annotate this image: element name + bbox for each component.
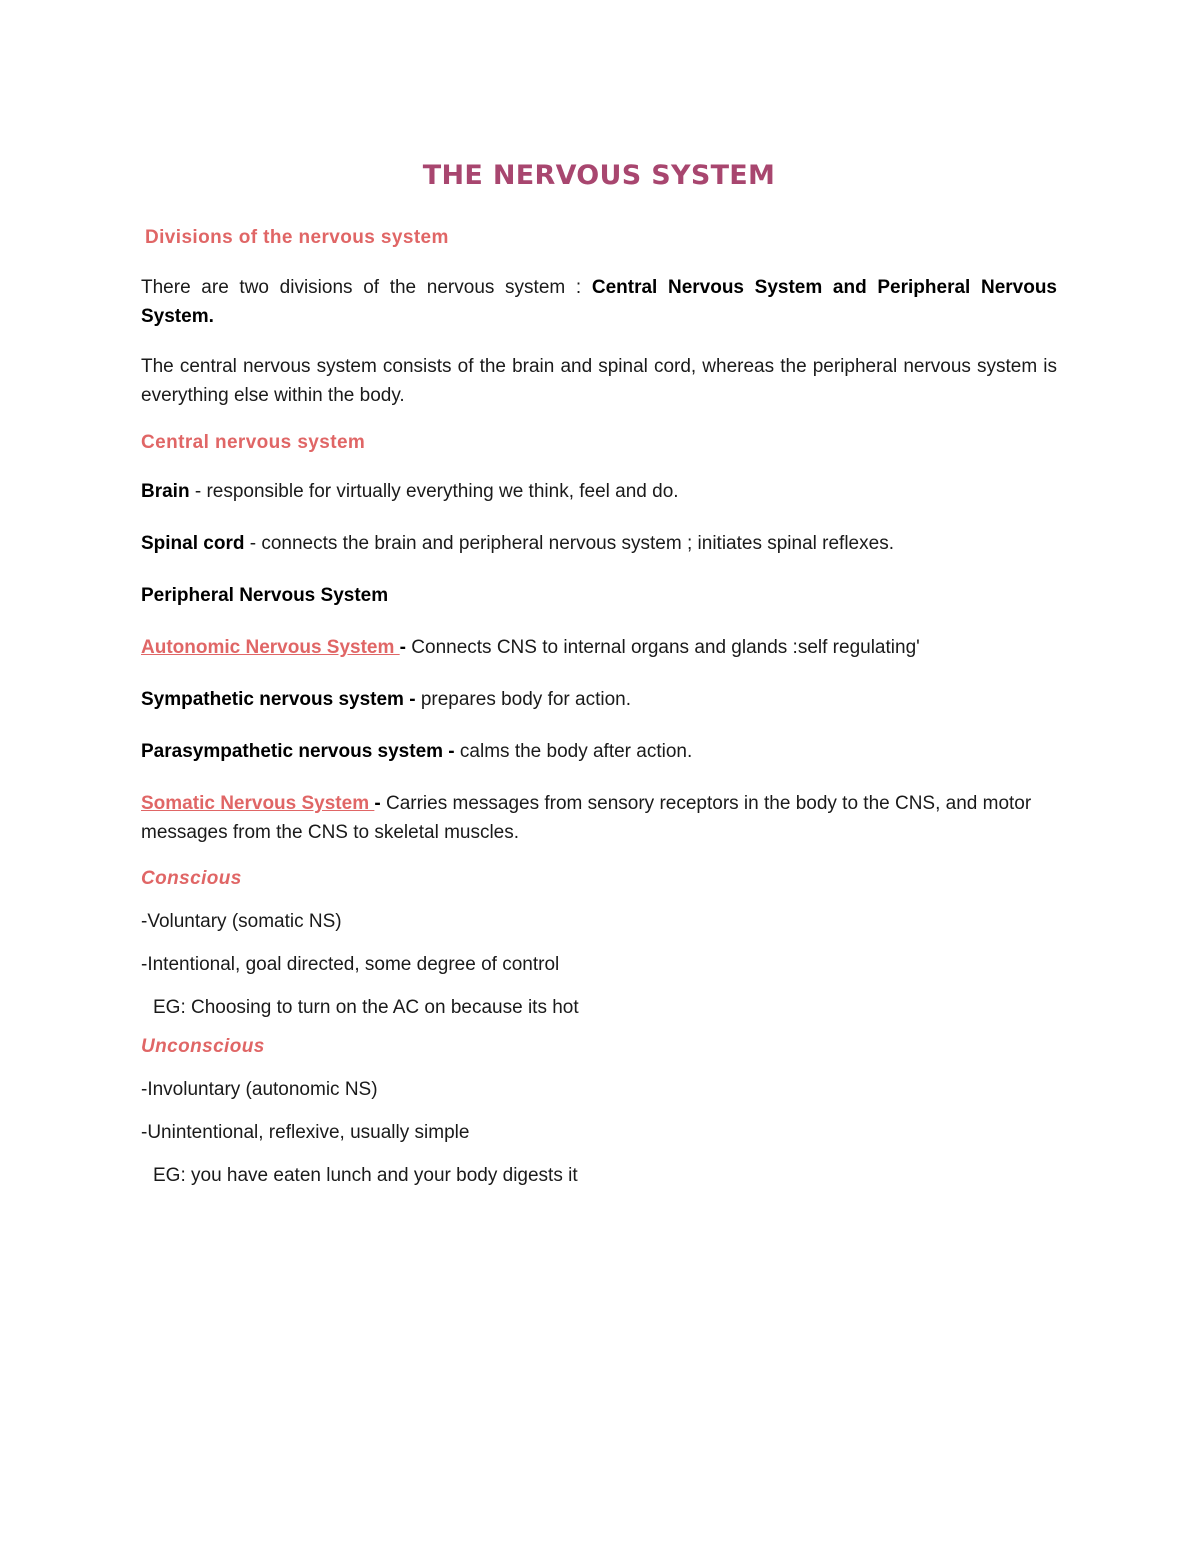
autonomic-dash: - [399,637,412,658]
document-content [141,160,1057,1190]
parasympathetic-term: Parasympathetic nervous system - [141,741,460,762]
brain-definition [141,477,1057,506]
conscious-line-2: -Intentional, goal directed, some degree of control [141,954,560,975]
parasympathetic-def: calms the body after action. [459,741,693,762]
spinal-term: Spinal cord [141,533,245,554]
brain-def: - responsible for virtually everything we think, feel and do. [189,481,679,502]
somatic-definition [141,789,1057,847]
somatic-def: Carries messages from sensory receptors in the body to the CNS, and motor messages from the CNS to skeletal muscles. [141,793,1032,843]
unconscious-line-1: -Involuntary (autonomic NS) [141,1079,378,1100]
parasympathetic-definition [141,737,1057,766]
autonomic-definition [141,633,1057,662]
sympathetic-term: Sympathetic nervous system - [141,689,421,710]
document-title: THE NERVOUS SYSTEM [422,160,776,191]
sympathetic-def: prepares body for action. [420,689,632,710]
sympathetic-definition [141,685,1057,714]
brain-term: Brain [141,481,190,502]
conscious-example: EG: Choosing to turn on the AC on because its hot [153,997,579,1018]
unconscious-line-2: -Unintentional, reflexive, usually simple [141,1122,470,1143]
autonomic-term: Autonomic Nervous System [141,637,400,658]
divisions-intro-text: There are two divisions of the nervous system : [141,277,592,298]
cns-heading: Central nervous system [141,432,366,453]
conscious-line-1: -Voluntary (somatic NS) [141,911,342,932]
spinal-cord-definition [141,529,1057,558]
unconscious-heading: Unconscious [141,1036,265,1057]
divisions-intro-bold: Central Nervous System and Peripheral Nervous System. [141,277,1058,327]
unconscious-example: EG: you have eaten lunch and your body digests it [153,1165,578,1186]
autonomic-def: Connects CNS to internal organs and glands :self regulating' [411,637,920,658]
somatic-dash: - [374,793,386,814]
pns-heading: Peripheral Nervous System [141,585,389,606]
spinal-def: - connects the brain and peripheral nervous system ; initiates spinal reflexes. [244,533,894,554]
conscious-heading: Conscious [141,868,242,889]
divisions-description: The central nervous system consists of the brain and spinal cord, whereas the peripheral nervous system is everything else within the body. [141,356,1057,406]
divisions-intro [141,273,1057,331]
divisions-heading: Divisions of the nervous system [145,227,449,248]
somatic-term: Somatic Nervous System [141,793,375,814]
